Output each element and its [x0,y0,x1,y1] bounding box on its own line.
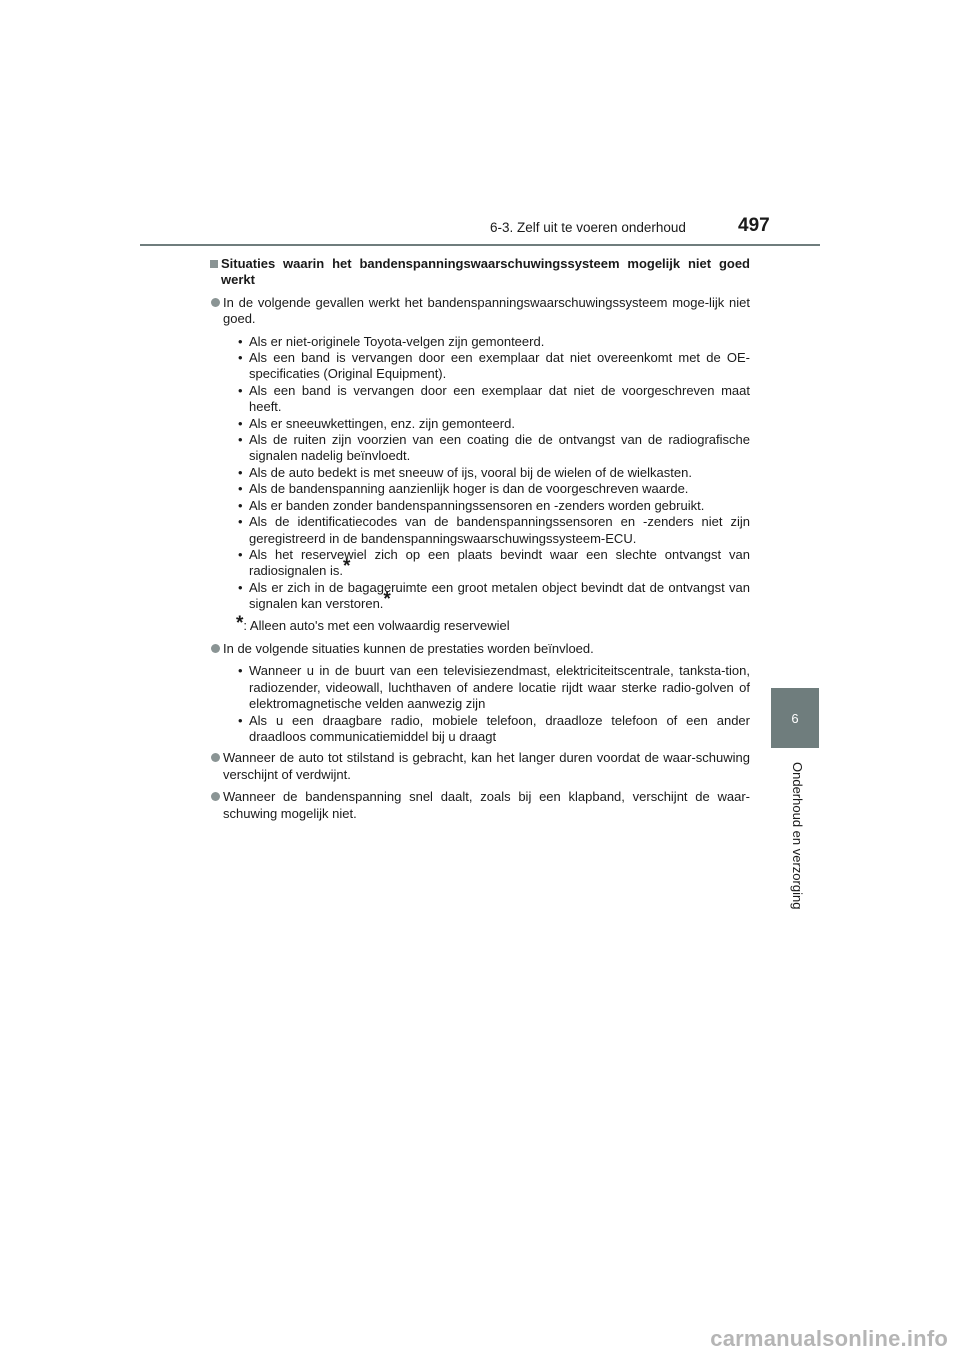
page-number: 497 [738,215,770,236]
paragraph-text: In de volgende gevallen werkt het bandenspanningswaarschuwingssysteem moge-lijk niet goed. [223,294,750,327]
list-item: • Wanneer u in de buurt van een televisiezendmast, elektriciteitscentrale, tanksta-tion, radiozender, videowall, luchthaven of andere locatie rijdt waar sterke radio-golven of elektromagnetische velden aanwezig zijn [240,663,750,712]
list-item: • Als er sneeuwkettingen, enz. zijn gemonteerd. [240,416,750,432]
paragraph-performance [210,641,750,657]
list-item: • Als een band is vervangen door een exemplaar dat niet de voorgeschreven maat heeft. [240,383,750,416]
section-heading-text: Situaties waarin het bandenspanningswaarschuwingssysteem mogelijk niet goed werkt [221,256,750,288]
footnote-marker: * [236,612,244,634]
footnote-marker: * [342,556,351,578]
circle-bullet-icon [211,644,220,653]
paragraph-delay [210,750,750,783]
footnote-marker: * [383,589,391,611]
paragraph-text: Wanneer de auto tot stilstand is gebracht, kan het langer duren voordat de waar-schuwing verschijnt of verdwijnt. [223,750,750,782]
list-item: • Als er banden zonder bandenspanningssensoren en -zenders worden gebruikt. [240,498,750,514]
list-item: • Als de ruiten zijn voorzien van een coating die de ontvangst van de radiografische signalen nadelig beïnvloedt. [240,432,750,465]
section-title: 6-3. Zelf uit te voeren onderhoud [490,220,686,235]
paragraph-text: Wanneer de bandenspanning snel daalt, zoals bij een klapband, verschijnt de waar-schuwing mogelijk niet. [223,789,750,821]
circle-bullet-icon [211,298,220,307]
circle-bullet-icon [211,792,220,801]
footnote-text: : Alleen auto's met een volwaardig reservewiel [243,617,510,633]
paragraph-intro [210,295,750,328]
chapter-tab [771,688,819,748]
page-content [210,256,750,828]
paragraph-blowout [210,789,750,822]
conditions-list [210,334,750,613]
list-item: • Als de bandenspanning aanzienlijk hoger is dan de voorgeschreven waarde. [240,481,750,497]
footnote [210,612,750,634]
list-item [240,547,750,580]
list-item: • Als er niet-originele Toyota-velgen zijn gemonteerd. [240,334,750,350]
header-divider [140,244,820,246]
list-item: • Als u een draagbare radio, mobiele telefoon, draadloze telefoon of een ander draadloos communicatiemiddel bij u draagt [240,713,750,746]
list-item-text: Als het reservewiel zich op een plaats bevindt waar een slechte ontvangst van radiosignalen is. [249,546,750,579]
paragraph-text: In de volgende situaties kunnen de prestaties worden beïnvloed. [223,640,594,656]
watermark-text: carmanualsonline.info [710,1326,948,1351]
list-item [240,580,750,613]
list-item: • Als een band is vervangen door een exemplaar dat niet overeenkomt met de OE-specificaties (Original Equipment). [240,350,750,383]
circle-bullet-icon [211,753,220,762]
list-item: • Als de identificatiecodes van de bandenspanningssensoren en -zenders niet zijn geregistreerd in de bandenspanningswaarschuwingssysteem-ECU. [240,514,750,547]
square-bullet-icon [210,260,218,268]
chapter-title: Onderhoud en verzorging [790,762,805,910]
interference-list [210,663,750,745]
chapter-number: 6 [791,710,799,726]
list-item: • Als de auto bedekt is met sneeuw of ijs, vooral bij de wielen of de wielkasten. [240,465,750,481]
section-heading [210,256,750,289]
list-item-text: Als er zich in de bagageruimte een groot metalen object bevindt dat de ontvangst van signalen kan verstoren. [249,579,750,612]
